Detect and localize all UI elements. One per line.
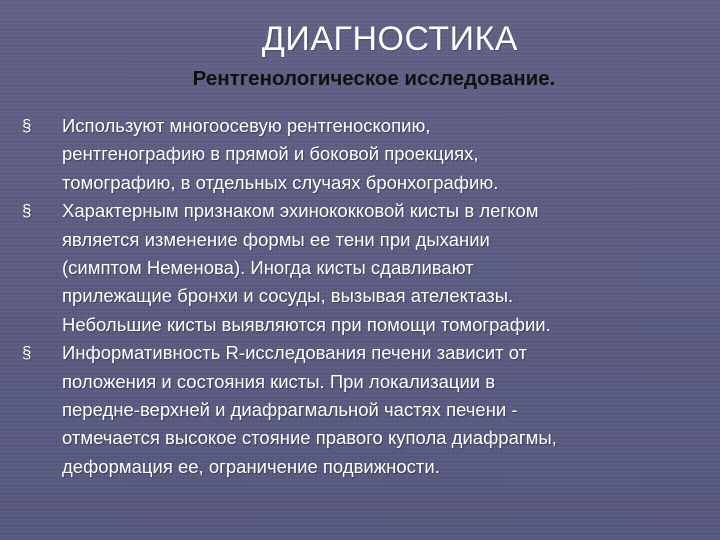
bullet-item: [20, 197, 710, 339]
bullet-text-line: отмечается высокое стояние правого купола диафрагмы,: [62, 427, 557, 449]
bullet-text-line: рентгенографию в прямой и боковой проекциях,: [62, 143, 479, 165]
bullet-item: [20, 339, 710, 481]
bullet-text-line: томографию, в отдельных случаях бронхографию.: [62, 171, 499, 193]
bullet-text-line: положения и состояния кисты. При локализации в: [62, 370, 496, 392]
bullet-text-line: является изменение формы ее тени при дыхании: [62, 228, 490, 250]
bullet-marker-icon: §: [22, 116, 32, 135]
bullet-marker-icon: §: [22, 201, 32, 221]
bullet-text-line: Характерным признаком эхинококковой кисты в легком: [62, 200, 539, 222]
bullet-text-line: Небольшие кисты выявляются при помощи томографии.: [62, 313, 551, 335]
slide-subtitle: Рентгенологическое исследование.: [192, 67, 556, 90]
bullet-item: [20, 112, 710, 197]
bullet-text-line: деформация ее, ограничение подвижности.: [62, 455, 440, 477]
bullet-marker-icon: §: [22, 343, 32, 363]
bullet-text-line: (симптом Неменова). Иногда кисты сдавливают: [62, 257, 474, 279]
slide-title: ДИАГНОСТИКА: [261, 20, 519, 58]
bullet-text-line: Информативность R-исследования печени зависит от: [62, 342, 528, 364]
bullet-list: [20, 112, 710, 481]
bullet-text-line: передне-верхней и диафрагмальной частях печени -: [62, 399, 518, 421]
bullet-text-line: прилежащие бронхи и сосуды, вызывая ателектазы.: [62, 285, 514, 307]
bullet-text-line: Используют многоосевую рентгеноскопию,: [62, 115, 431, 136]
